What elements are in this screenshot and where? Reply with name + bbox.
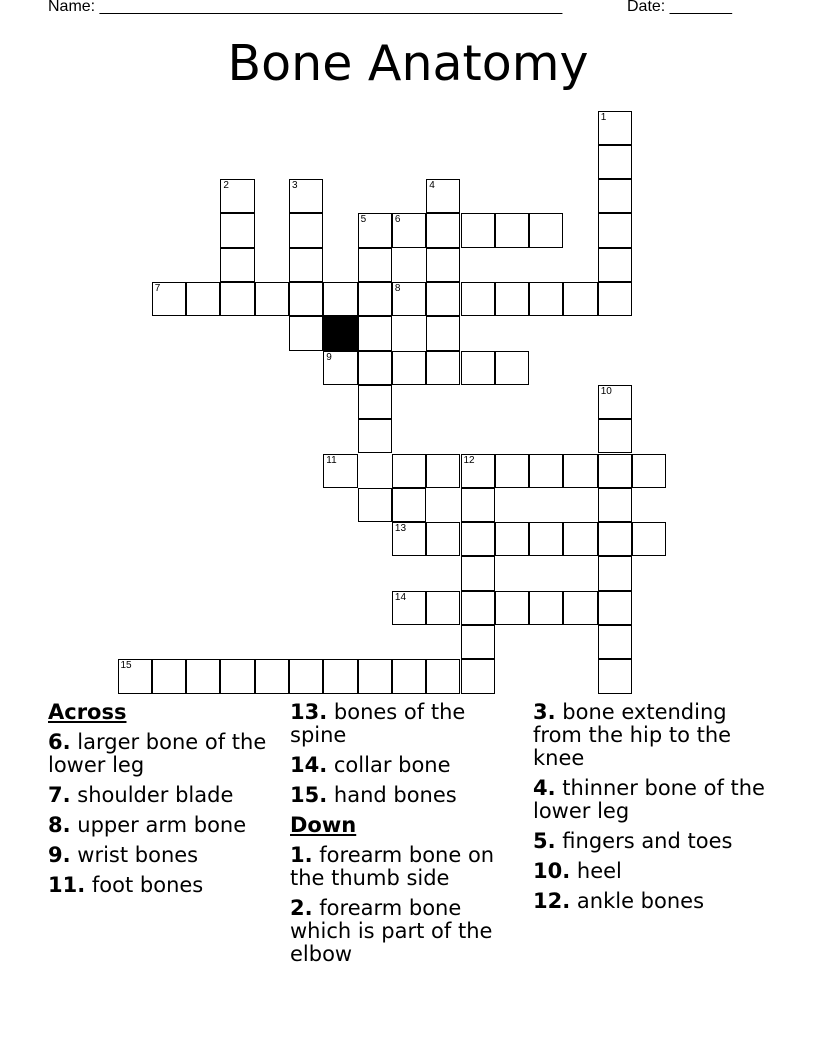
crossword-cell[interactable] <box>529 282 563 316</box>
clue-number: 2. <box>290 896 313 920</box>
clue-number-label: 15 <box>120 660 132 672</box>
clue-text: ankle bones <box>576 889 705 913</box>
clue-number-label: 2 <box>223 180 229 192</box>
name-label: Name: <box>48 0 96 15</box>
crossword-cell[interactable] <box>426 454 460 488</box>
crossword-cell[interactable] <box>358 419 392 453</box>
clue-number-label: 13 <box>394 523 407 535</box>
crossword-cell[interactable] <box>598 248 632 282</box>
clue-text: bone extending from the hip to the knee <box>533 700 732 770</box>
crossword-cell[interactable] <box>220 659 254 693</box>
crossword-cell[interactable] <box>598 522 632 556</box>
clue-text: collar bone <box>333 753 451 777</box>
crossword-cell[interactable] <box>598 625 632 659</box>
clue-number-label: 6 <box>394 214 401 226</box>
clue-number: 9. <box>48 843 71 867</box>
crossword-cell[interactable] <box>426 591 460 625</box>
crossword-cell[interactable] <box>323 659 357 693</box>
crossword-cell[interactable] <box>358 488 392 522</box>
clue-number-label: 5 <box>360 214 367 226</box>
crossword-cell[interactable] <box>220 213 254 247</box>
crossword-cell-6[interactable] <box>392 213 426 247</box>
clue-down-10 <box>533 860 771 883</box>
crossword-cell[interactable] <box>598 488 632 522</box>
crossword-cell[interactable] <box>461 591 495 625</box>
crossword-cell[interactable] <box>495 282 529 316</box>
crossword-cell[interactable] <box>323 282 357 316</box>
crossword-cell[interactable] <box>426 659 460 693</box>
clue-across-8 <box>48 814 286 837</box>
clue-number: 12. <box>533 889 571 913</box>
crossword-cell[interactable] <box>426 351 460 385</box>
name-line[interactable]: ____________________________________________________ <box>99 0 563 15</box>
crossword-cell-14[interactable] <box>392 591 426 625</box>
crossword-cell[interactable] <box>598 659 632 693</box>
clue-number-label: 14 <box>394 591 407 603</box>
crossword-cell[interactable] <box>529 454 563 488</box>
crossword-cell[interactable] <box>392 454 426 488</box>
clue-text: forearm bone which is part of the elbow <box>290 896 493 966</box>
crossword-cell[interactable] <box>426 522 460 556</box>
crossword-cell[interactable] <box>563 454 597 488</box>
crossword-cell[interactable] <box>563 282 597 316</box>
crossword-cell[interactable] <box>289 213 323 247</box>
clue-number-label: 10 <box>600 385 612 397</box>
crossword-cell[interactable] <box>495 591 529 625</box>
clue-number: 7. <box>48 783 71 807</box>
crossword-cell[interactable] <box>598 145 632 179</box>
clue-across-11 <box>48 874 286 897</box>
crossword-cell[interactable] <box>255 659 289 693</box>
clue-text: wrist bones <box>77 843 199 867</box>
page-title: Bone Anatomy <box>227 35 589 92</box>
clue-number-label: 1 <box>600 111 607 123</box>
clue-across-7 <box>48 784 286 807</box>
crossword-cell[interactable] <box>358 282 392 316</box>
crossword-cell[interactable] <box>598 213 632 247</box>
crossword-cell[interactable] <box>461 282 495 316</box>
clue-across-13 <box>290 701 528 747</box>
clue-across-15 <box>290 784 528 807</box>
crossword-cell-5[interactable] <box>358 213 392 247</box>
clue-number-label: 12 <box>463 454 475 466</box>
clue-number: 10. <box>533 859 571 883</box>
crossword-cell-4[interactable] <box>426 179 460 213</box>
crossword-cell[interactable] <box>220 248 254 282</box>
crossword-cell[interactable] <box>358 248 392 282</box>
clue-number-label: 4 <box>429 180 435 192</box>
crossword-cell[interactable] <box>563 591 597 625</box>
crossword-cell[interactable] <box>598 556 632 590</box>
clue-down-2 <box>290 897 528 966</box>
crossword-cell[interactable] <box>598 282 632 316</box>
crossword-cell-8[interactable] <box>392 282 426 316</box>
clue-across-6 <box>48 731 286 777</box>
crossword-cell-11[interactable] <box>323 454 357 488</box>
date-line[interactable]: _______ <box>669 0 732 15</box>
crossword-cell[interactable] <box>598 454 632 488</box>
clue-number: 14. <box>290 753 328 777</box>
clue-text: upper arm bone <box>77 813 247 837</box>
crossword-cell[interactable] <box>461 351 495 385</box>
clue-number: 4. <box>533 776 556 800</box>
clue-down-4 <box>533 777 771 823</box>
clue-column-3 <box>533 701 771 920</box>
crossword-cell[interactable] <box>598 179 632 213</box>
crossword-cell[interactable] <box>289 316 323 350</box>
crossword-cell[interactable] <box>495 351 529 385</box>
crossword-cell[interactable] <box>632 522 666 556</box>
crossword-cell[interactable] <box>358 316 392 350</box>
crossword-cell[interactable] <box>358 659 392 693</box>
crossword-cell[interactable] <box>392 659 426 693</box>
clue-number-label: 7 <box>154 283 161 294</box>
clue-number: 8. <box>48 813 71 837</box>
crossword-cell-7[interactable] <box>152 282 186 316</box>
crossword-cell[interactable] <box>426 248 460 282</box>
clue-down-12 <box>533 890 771 913</box>
crossword-cell[interactable] <box>186 659 220 693</box>
clue-number: 5. <box>533 829 556 853</box>
crossword-cell[interactable] <box>426 316 460 350</box>
crossword-block <box>323 316 357 350</box>
crossword-cell[interactable] <box>289 659 323 693</box>
clue-text: fingers and toes <box>562 829 733 853</box>
crossword-cell[interactable] <box>358 385 392 419</box>
crossword-cell[interactable] <box>220 282 254 316</box>
clue-down-3 <box>533 701 771 770</box>
clue-number-label: 9 <box>326 351 332 363</box>
clue-text: foot bones <box>91 873 204 897</box>
across-heading: Across <box>48 700 127 724</box>
clue-text: thinner bone of the lower leg <box>533 776 765 823</box>
clue-number: 3. <box>533 700 556 724</box>
crossword-cell[interactable] <box>255 282 289 316</box>
crossword-cell-9[interactable] <box>323 351 357 385</box>
clue-number-label: 11 <box>326 454 337 466</box>
clue-text: bones of the spine <box>290 700 466 747</box>
crossword-cell[interactable] <box>289 248 323 282</box>
clue-column-1 <box>48 701 286 904</box>
crossword-cell[interactable] <box>461 522 495 556</box>
crossword-cell-15[interactable] <box>118 659 152 693</box>
down-heading: Down <box>290 813 357 837</box>
clue-number: 15. <box>290 783 328 807</box>
crossword-cell[interactable] <box>289 282 323 316</box>
crossword-cell[interactable] <box>529 522 563 556</box>
crossword-cell[interactable] <box>529 591 563 625</box>
crossword-cell-2[interactable] <box>220 179 254 213</box>
clue-number-label: 3 <box>292 180 298 192</box>
crossword-cell[interactable] <box>358 351 392 385</box>
clue-column-2 <box>290 701 528 973</box>
crossword-cell[interactable] <box>598 419 632 453</box>
date-label: Date: <box>627 0 666 15</box>
crossword-cell[interactable] <box>426 213 460 247</box>
clue-text: heel <box>576 859 622 883</box>
clue-number: 6. <box>48 730 71 754</box>
crossword-cell[interactable] <box>392 351 426 385</box>
crossword-cell[interactable] <box>529 213 563 247</box>
crossword-cell[interactable] <box>392 488 426 522</box>
crossword-cell[interactable] <box>461 659 495 693</box>
clue-text: hand bones <box>333 783 457 807</box>
clue-text: larger bone of the lower leg <box>48 730 267 777</box>
crossword-cell[interactable] <box>632 454 666 488</box>
crossword-cell[interactable] <box>461 556 495 590</box>
crossword-cell[interactable] <box>598 591 632 625</box>
crossword-cell[interactable] <box>461 625 495 659</box>
clue-across-14 <box>290 754 528 777</box>
crossword-cell[interactable] <box>495 213 529 247</box>
clue-number-label: 8 <box>394 283 401 294</box>
crossword-cell[interactable] <box>563 522 597 556</box>
crossword-cell[interactable] <box>186 282 220 316</box>
crossword-cell-3[interactable] <box>289 179 323 213</box>
clue-text: forearm bone on the thumb side <box>290 843 495 890</box>
crossword-cell-1[interactable] <box>598 111 632 145</box>
crossword-cell-10[interactable] <box>598 385 632 419</box>
clue-number: 1. <box>290 843 313 867</box>
crossword-cell[interactable] <box>461 488 495 522</box>
crossword-cell[interactable] <box>461 213 495 247</box>
crossword-cell-13[interactable] <box>392 522 426 556</box>
crossword-cell[interactable] <box>152 659 186 693</box>
crossword-cell-12[interactable] <box>461 454 495 488</box>
crossword-cell[interactable] <box>426 282 460 316</box>
clue-text: shoulder blade <box>77 783 234 807</box>
clue-across-9 <box>48 844 286 867</box>
crossword-cell[interactable] <box>495 454 529 488</box>
clue-down-1 <box>290 844 528 890</box>
crossword-cell[interactable] <box>495 522 529 556</box>
clue-number: 11. <box>48 873 86 897</box>
clue-down-5 <box>533 830 771 853</box>
clue-number: 13. <box>290 700 328 724</box>
